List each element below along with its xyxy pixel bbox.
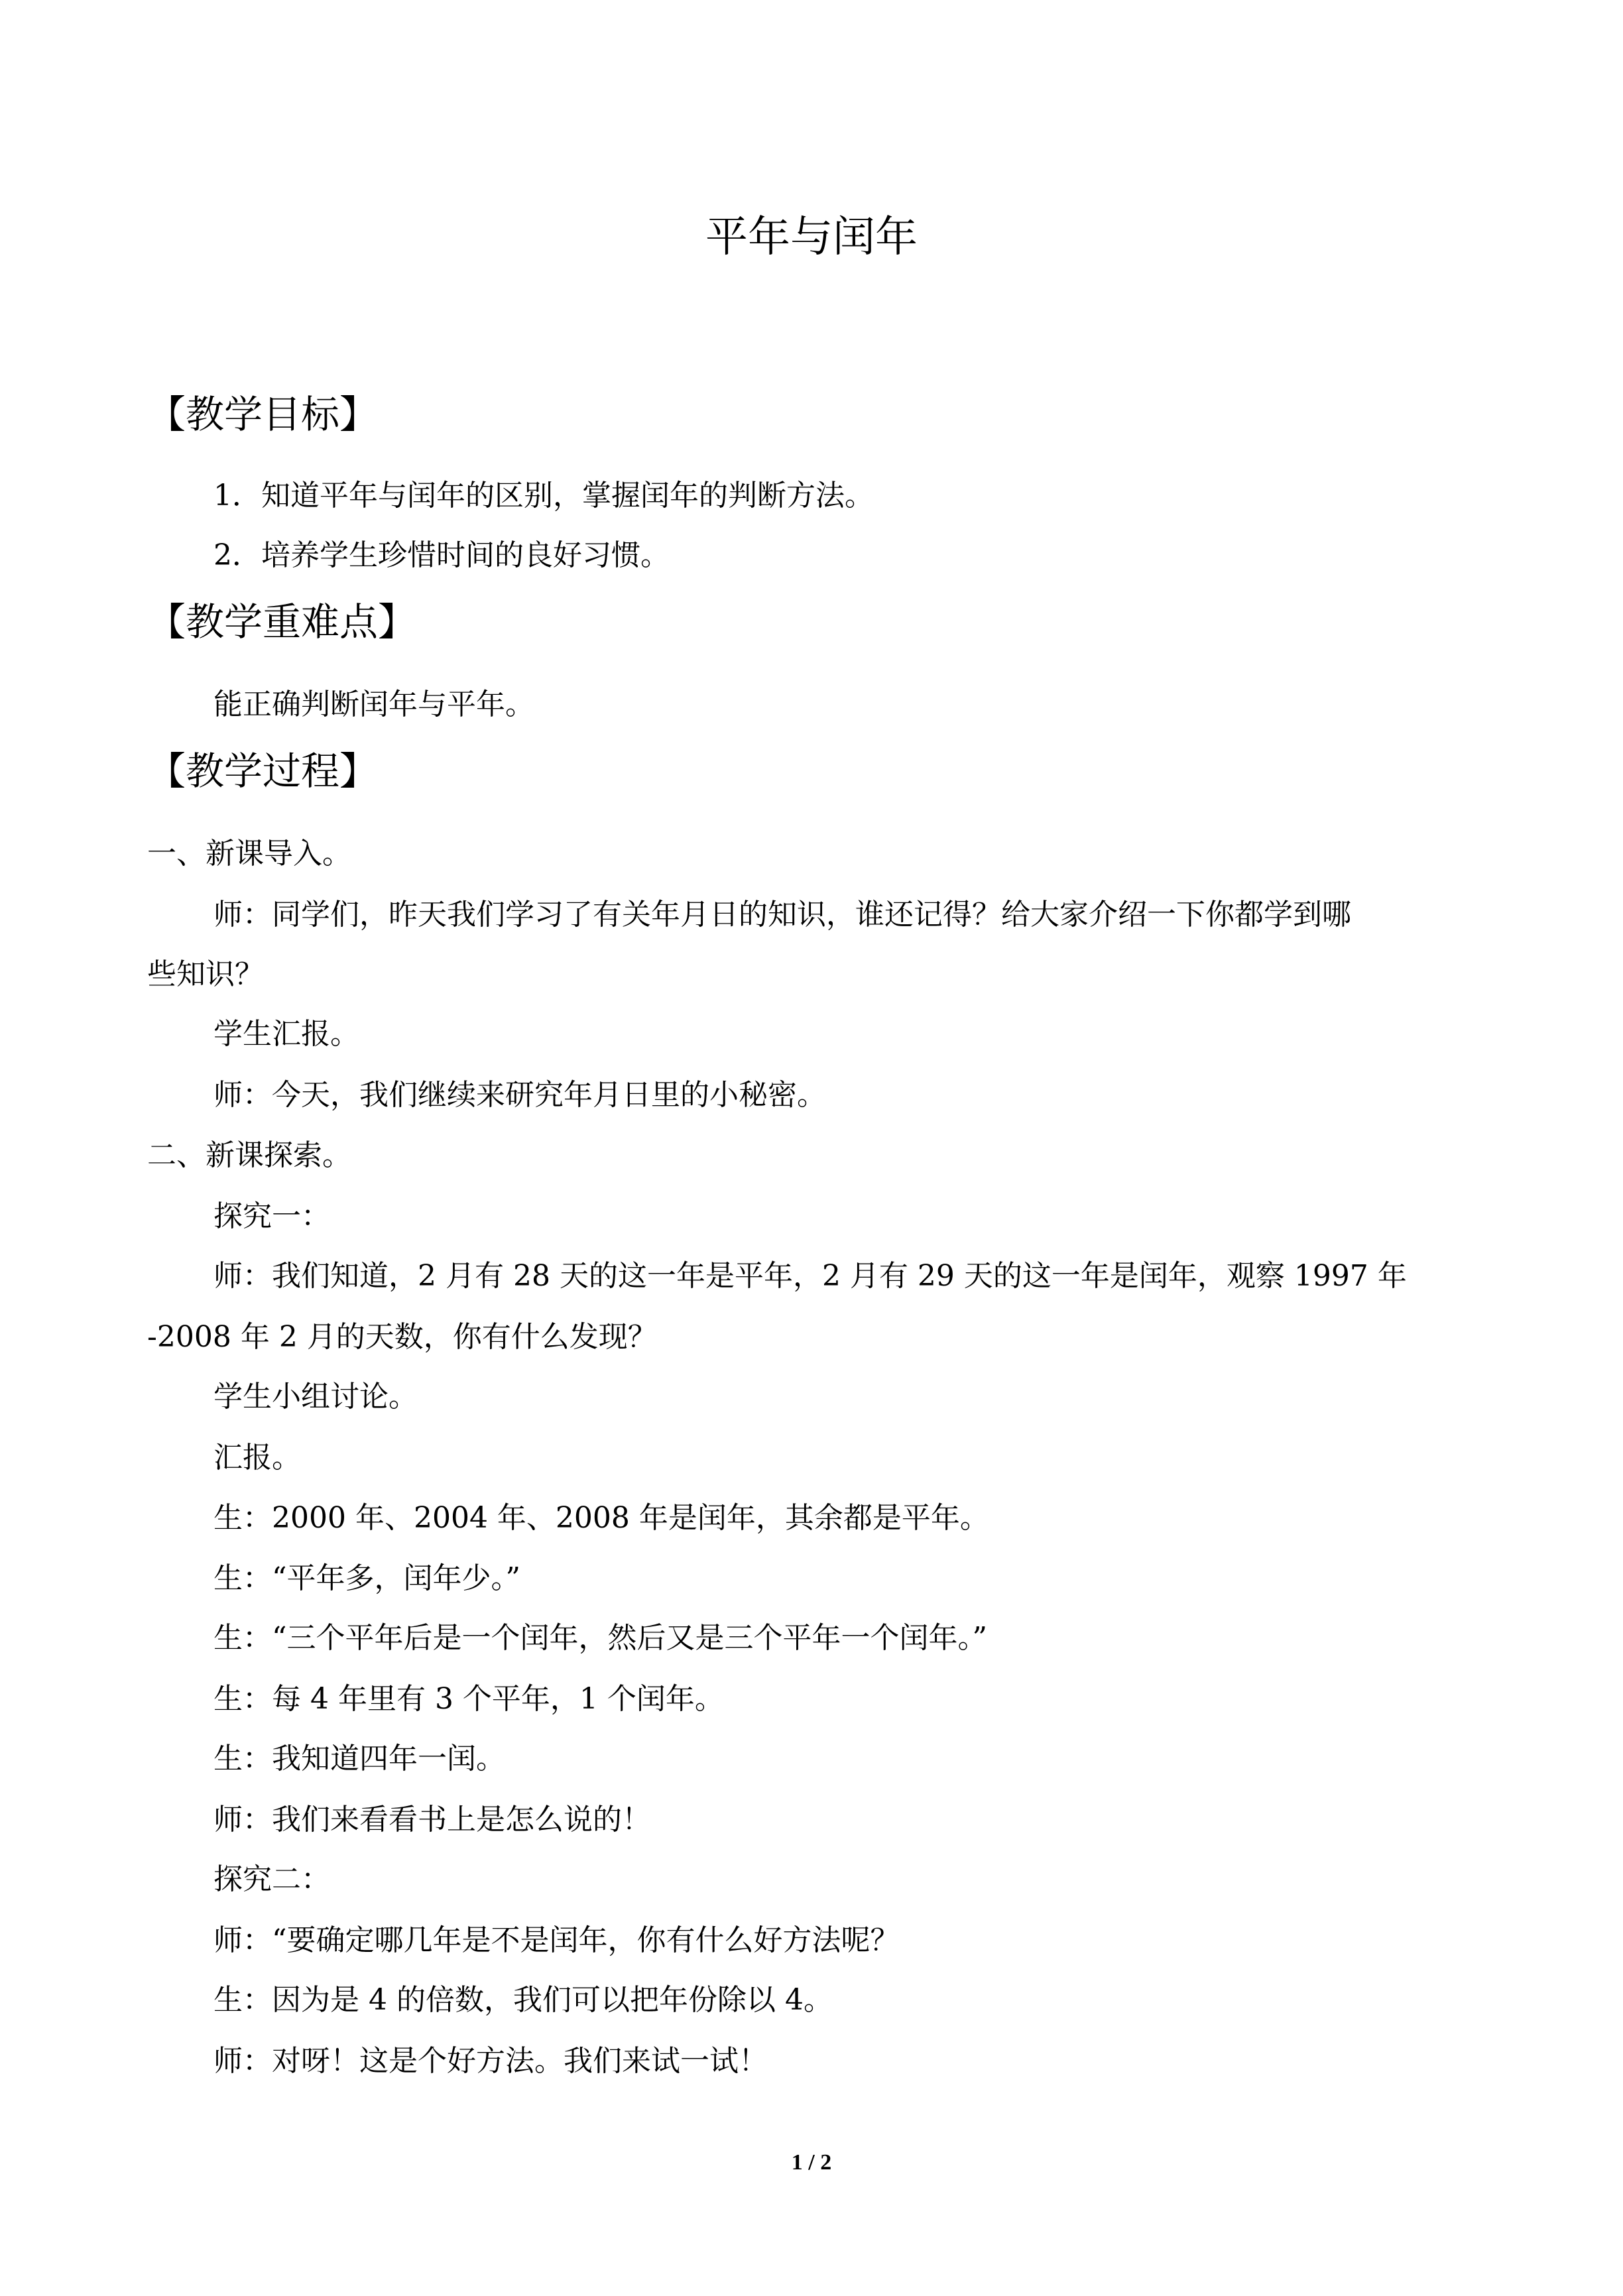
key-point-text: 能正确判断闰年与平年。	[213, 688, 534, 721]
page-number: 1 / 2	[791, 2150, 832, 2175]
paragraph-line: 师：我们知道，2 月有 28 天的这一年是平年，2 月有 29 天的这一年是闰年，观察 1997 年	[213, 1259, 1407, 1293]
process-part-title: 二、新课探索。	[147, 1138, 351, 1172]
paragraph-line: 生：每 4 年里有 3 个平年，1 个闰年。	[213, 1682, 724, 1716]
paragraph-line: 师：对呀！这是个好方法。我们来试一试！	[213, 2044, 768, 2078]
process-part-title: 一、新课导入。	[147, 837, 351, 871]
explore-label: 探究二：	[213, 1862, 330, 1896]
paragraph-line: 师：“要确定哪几年是不是闰年，你有什么好方法呢？	[213, 1923, 900, 1957]
explore-label: 探究一：	[213, 1199, 330, 1233]
paragraph-line: 汇报。	[213, 1441, 301, 1475]
section-heading-key-points: 【教学重难点】	[147, 599, 417, 644]
paragraph-line: 学生小组讨论。	[213, 1380, 418, 1414]
paragraph-line: 师：我们来看看书上是怎么说的！	[213, 1803, 651, 1837]
section-heading-process: 【教学过程】	[147, 749, 379, 794]
paragraph-line: 师：今天，我们继续来研究年月日里的小秘密。	[213, 1078, 826, 1112]
paragraph-line: 生：我知道四年一闰。	[213, 1742, 505, 1776]
paragraph-line: 生：“三个平年后是一个闰年，然后又是三个平年一个闰年。”	[213, 1621, 987, 1655]
document-title: 平年与闰年	[705, 213, 918, 262]
paragraph-line: -2008 年 2 月的天数，你有什么发现？	[147, 1320, 657, 1354]
goal-item: 1．知道平年与闰年的区别，掌握闰年的判断方法。	[213, 479, 874, 513]
paragraph-line: 些知识？	[147, 957, 264, 991]
goal-item: 2．培养学生珍惜时间的良好习惯。	[213, 538, 670, 572]
section-heading-goals: 【教学目标】	[147, 392, 379, 437]
paragraph-line: 生：“平年多，闰年少。”	[213, 1561, 520, 1595]
paragraph-line: 生：2000 年、2004 年、2008 年是闰年，其余都是平年。	[213, 1501, 989, 1535]
paragraph-line: 师：同学们，昨天我们学习了有关年月日的知识，谁还记得？给大家介绍一下你都学到哪	[213, 898, 1351, 932]
paragraph-line: 生：因为是 4 的倍数，我们可以把年份除以 4。	[213, 1983, 833, 2017]
paragraph-line: 学生汇报。	[213, 1017, 359, 1051]
